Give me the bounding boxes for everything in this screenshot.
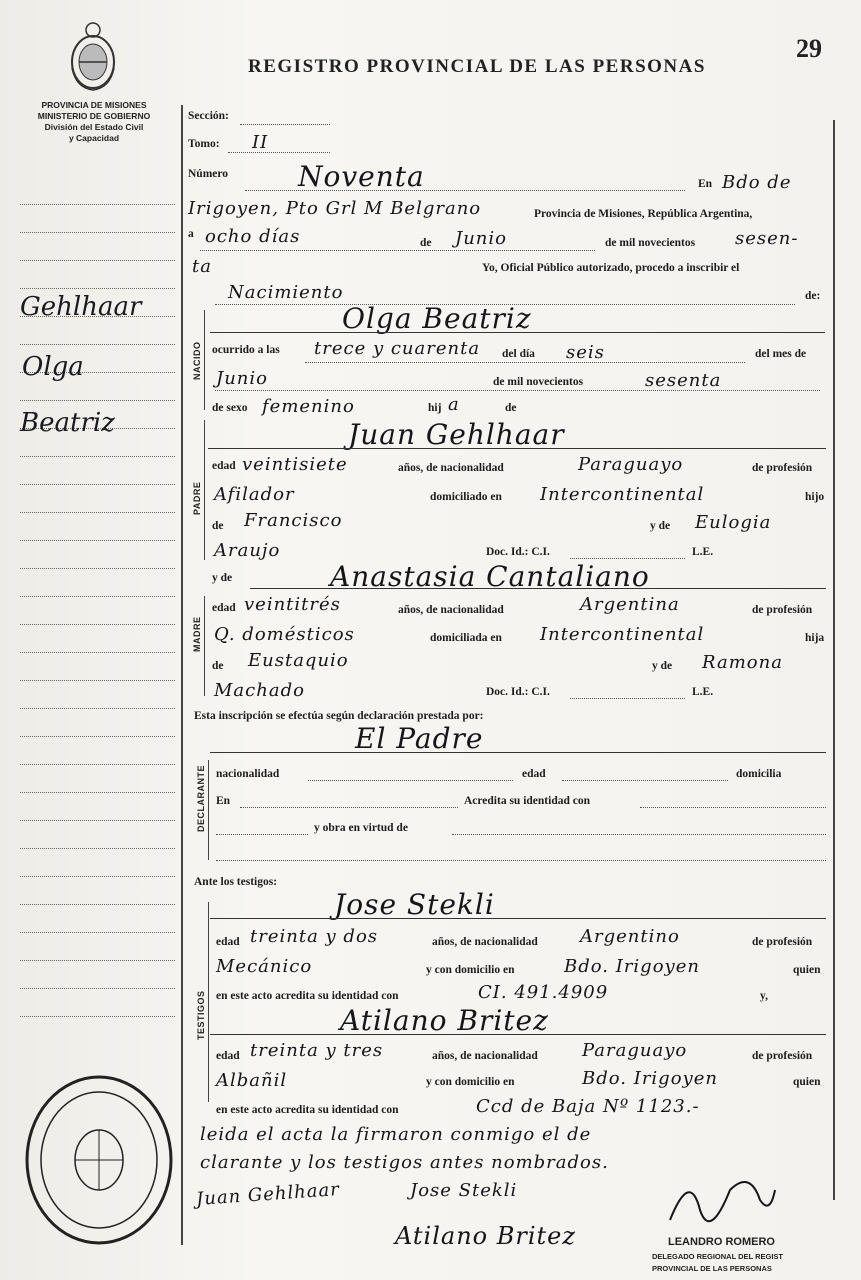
margin-rule-line <box>20 260 175 261</box>
padre-edad-label: edad <box>212 460 236 472</box>
dec-obra-line-1 <box>216 834 308 835</box>
t2-nombre: Atilano Britez <box>340 1004 549 1037</box>
madre-madre-ap: Machado <box>214 680 305 701</box>
dia-texto: ocho días <box>205 226 301 247</box>
padre-nombre: Juan Gehlhaar <box>348 418 565 451</box>
hijo-label: hijo <box>805 491 825 503</box>
margin-rule-line <box>20 736 175 737</box>
madre-prof: Q. domésticos <box>214 624 355 645</box>
a-label: a <box>188 228 194 240</box>
closing-line-2: clarante y los testigos antes nombrados. <box>200 1152 609 1173</box>
margin-rule-line <box>20 652 175 653</box>
t1-prof-label: de profesión <box>752 936 813 948</box>
t2-nac: Paraguayo <box>582 1040 688 1061</box>
closing-line-1: leida el acta la firmaron conmigo el de <box>200 1124 592 1145</box>
t1-dom: Bdo. Irigoyen <box>564 956 700 977</box>
padre-madre: Eulogia <box>695 512 772 533</box>
division-label-2: y Capacidad <box>68 133 120 143</box>
padre-edad: veintisiete <box>242 454 348 475</box>
padre-prof-label: de profesión <box>752 462 813 474</box>
padre-doc-label: Doc. Id.: C.I. <box>486 546 550 558</box>
officer-title-2: PROVINCIAL DE LAS PERSONAS <box>652 1264 772 1273</box>
t1-acredita-label: en este acto acredita su identidad con <box>216 990 399 1002</box>
dec-nac-line <box>308 780 513 781</box>
madre-dom-label: domiciliada en <box>430 632 502 644</box>
t2-prof: Albañil <box>216 1070 288 1091</box>
padre-bracket <box>204 420 205 560</box>
padre-y-de-label: y de <box>650 520 671 532</box>
margin-rule-line <box>20 876 175 877</box>
t1-y-label: y, <box>760 990 768 1002</box>
yo-label: Yo, Oficial Público autorizado, procedo a inscribir el <box>482 262 740 274</box>
nacido-bracket <box>204 310 205 410</box>
side-label-testigos: TESTIGOS <box>196 990 206 1040</box>
t1-nombre-line <box>210 918 826 919</box>
padre-dom-label: domiciliado en <box>430 491 502 503</box>
mes-nac-value: Junio <box>216 368 268 389</box>
officer-signature-icon <box>660 1160 780 1240</box>
madre-doc-line <box>570 698 685 699</box>
t1-id: CI. 491.4909 <box>478 982 609 1003</box>
margin-rule-line <box>20 232 175 233</box>
numero-label: Número <box>188 168 229 180</box>
fecha-line <box>200 250 595 251</box>
margin-rule-line <box>20 848 175 849</box>
de-sexo-label: de sexo <box>212 402 248 414</box>
left-border-line <box>181 105 183 1245</box>
anio-2: ta <box>192 256 212 277</box>
madre-y-de-label: y de <box>212 572 233 584</box>
margin-rule-line <box>20 596 175 597</box>
t1-prof: Mecánico <box>216 956 313 977</box>
t1-dom-label: y con domicilio en <box>426 964 515 976</box>
de-label-2: de <box>505 402 517 414</box>
del-dia-label: del día <box>502 348 535 360</box>
t2-edad: treinta y tres <box>250 1040 384 1061</box>
margin-rule-line <box>20 1016 175 1017</box>
padre-de-label: de <box>212 520 224 532</box>
provincia-label: Provincia de Misiones, República Argentina, <box>534 208 753 220</box>
dec-edad-label: edad <box>522 768 546 780</box>
margin-rule-line <box>20 988 175 989</box>
dec-dom-label: domicilia <box>736 768 782 780</box>
margin-rule-line <box>20 764 175 765</box>
ministry-label: MINISTERIO DE GOBIERNO <box>37 111 151 121</box>
padre-anos-label: años, de nacionalidad <box>398 462 504 474</box>
dec-edad-line <box>562 780 728 781</box>
en-place-2: Irigoyen, Pto Grl M Belgrano <box>188 198 482 219</box>
dec-acredita-line <box>640 807 826 808</box>
t1-edad-label: edad <box>216 936 240 948</box>
padre-le-label: L.E. <box>692 546 714 558</box>
coat-of-arms-icon <box>66 18 120 94</box>
padre-prof: Afilador <box>214 484 295 505</box>
page-number: 29 <box>796 34 822 63</box>
t2-acredita-label: en este acto acredita su identidad con <box>216 1104 399 1116</box>
de-label-1: de <box>420 237 432 249</box>
seccion-line <box>240 124 330 125</box>
margin-rule-line <box>20 708 175 709</box>
hij-label: hij <box>428 402 442 414</box>
padre-padre: Francisco <box>244 510 343 531</box>
signature-jose: Jose Stekli <box>410 1180 518 1201</box>
dec-en-line <box>240 807 458 808</box>
margin-rule-line <box>20 400 175 401</box>
division-label-1: División del Estado Civil <box>44 122 144 132</box>
anio-nac-value: sesenta <box>645 370 722 391</box>
t2-anos-label: años, de nacionalidad <box>432 1050 538 1062</box>
testigos-bracket <box>208 902 209 1102</box>
madre-nombre: Anastasia Cantaliano <box>330 560 650 593</box>
numero-value: Noventa <box>298 160 425 193</box>
de-colon-label: de: <box>805 290 821 302</box>
madre-de-label: de <box>212 660 224 672</box>
margin-rule-line <box>20 904 175 905</box>
madre-nombre-line <box>250 588 826 589</box>
margin-rule-line <box>20 288 175 289</box>
margin-rule-line <box>20 484 175 485</box>
margin-name-2: Beatriz <box>20 408 115 438</box>
numero-line <box>245 190 685 191</box>
dec-obra-line-2 <box>452 834 826 835</box>
nombre-value: Olga Beatriz <box>342 302 532 335</box>
t2-edad-label: edad <box>216 1050 240 1062</box>
tomo-label: Tomo: <box>188 138 220 150</box>
madre-nac: Argentina <box>580 594 680 615</box>
side-label-padre: PADRE <box>192 481 202 515</box>
t2-dom: Bdo. Irigoyen <box>582 1068 718 1089</box>
officer-name: LEANDRO ROMERO <box>668 1236 775 1248</box>
margin-surname: Gehlhaar <box>20 292 142 322</box>
madre-bracket <box>204 596 205 696</box>
mes-nac-line <box>215 390 820 391</box>
signature-atilano: Atilano Britez <box>395 1222 577 1250</box>
margin-rule-line <box>20 512 175 513</box>
mil-nov-label-2: de mil novecientos <box>493 376 584 388</box>
sidebar-heading <box>14 100 174 144</box>
margin-rule-line <box>20 960 175 961</box>
t2-nombre-line <box>210 1034 826 1035</box>
padre-dom: Intercontinental <box>540 484 705 505</box>
del-mes-label: del mes de <box>755 348 807 360</box>
document-title: REGISTRO PROVINCIAL DE LAS PERSONAS <box>248 56 706 77</box>
madre-edad: veintitrés <box>244 594 341 615</box>
madre-prof-label: de profesión <box>752 604 813 616</box>
t2-quien-label: quien <box>793 1076 821 1088</box>
t1-nac: Argentino <box>580 926 680 947</box>
madre-doc-label: Doc. Id.: C.I. <box>486 686 550 698</box>
madre-anos-label: años, de nacionalidad <box>398 604 504 616</box>
dia-value: seis <box>566 342 605 363</box>
margin-rule-line <box>20 820 175 821</box>
acto-value: Nacimiento <box>228 282 344 303</box>
en-place-1: Bdo de <box>722 172 792 193</box>
madre-padre: Eustaquio <box>248 650 349 671</box>
side-label-declarante: DECLARANTE <box>196 765 206 832</box>
madre-edad-label: edad <box>212 602 236 614</box>
padre-doc-line <box>570 558 685 559</box>
padre-nombre-line <box>208 448 826 449</box>
declarante-bracket <box>208 760 209 860</box>
right-border-line <box>833 120 835 1200</box>
margin-rule-line <box>20 456 175 457</box>
dec-obra-label: y obra en virtud de <box>314 822 408 834</box>
hora-line <box>305 362 745 363</box>
declarante-line <box>210 752 826 753</box>
margin-rule-line <box>20 204 175 205</box>
hora-value: trece y cuarenta <box>314 338 481 359</box>
side-label-nacido: NACIDO <box>192 341 202 380</box>
anio-1: sesen- <box>735 228 799 249</box>
side-label-madre: MADRE <box>192 616 202 652</box>
padre-madre-ap: Araujo <box>214 540 281 561</box>
sexo-value: femenino <box>262 396 355 417</box>
margin-rule-line <box>20 540 175 541</box>
madre-y-de-label-2: y de <box>652 660 673 672</box>
official-seal-stamp-icon <box>24 1074 174 1246</box>
hija-label: hija <box>805 632 825 644</box>
margin-rule-line <box>20 680 175 681</box>
margin-name-1: Olga <box>22 352 84 382</box>
declarante-value: El Padre <box>355 722 484 755</box>
dec-extra-line <box>216 860 826 861</box>
t1-quien-label: quien <box>793 964 821 976</box>
t2-prof-label: de profesión <box>752 1050 813 1062</box>
inscripcion-label: Esta inscripción se efectúa según declaración prestada por: <box>194 710 484 722</box>
signature-juan: Juan Gehlhaar <box>195 1179 341 1210</box>
madre-madre: Ramona <box>702 652 783 673</box>
officer-title-1: DELEGADO REGIONAL DEL REGIST <box>652 1252 783 1261</box>
mes-value: Junio <box>455 228 507 249</box>
ocurrido-label: ocurrido a las <box>212 344 280 356</box>
margin-rule-line <box>20 792 175 793</box>
madre-dom: Intercontinental <box>540 624 705 645</box>
dec-en-label: En <box>216 795 231 807</box>
t2-dom-label: y con domicilio en <box>426 1076 515 1088</box>
seccion-label: Sección: <box>188 110 229 122</box>
t1-edad: treinta y dos <box>250 926 379 947</box>
en-label: En <box>698 178 713 190</box>
margin-rule-line <box>20 932 175 933</box>
province-label: PROVINCIA DE MISIONES <box>41 100 147 110</box>
hij-suffix: a <box>448 394 460 415</box>
padre-nac: Paraguayo <box>578 454 684 475</box>
t1-anos-label: años, de nacionalidad <box>432 936 538 948</box>
tomo-value: II <box>252 132 269 153</box>
dec-acredita-label: Acredita su identidad con <box>464 795 590 807</box>
t2-id: Ccd de Baja Nº 1123.- <box>476 1096 700 1117</box>
tomo-line <box>228 152 330 153</box>
mil-nov-label: de mil novecientos <box>605 237 696 249</box>
ante-testigos-label: Ante los testigos: <box>194 876 278 888</box>
dec-nac-label: nacionalidad <box>216 768 280 780</box>
margin-rule-line <box>20 568 175 569</box>
nombre-line <box>210 332 825 333</box>
t1-nombre: Jose Stekli <box>334 888 495 921</box>
margin-rule-line <box>20 344 175 345</box>
margin-rule-line <box>20 624 175 625</box>
madre-le-label: L.E. <box>692 686 714 698</box>
